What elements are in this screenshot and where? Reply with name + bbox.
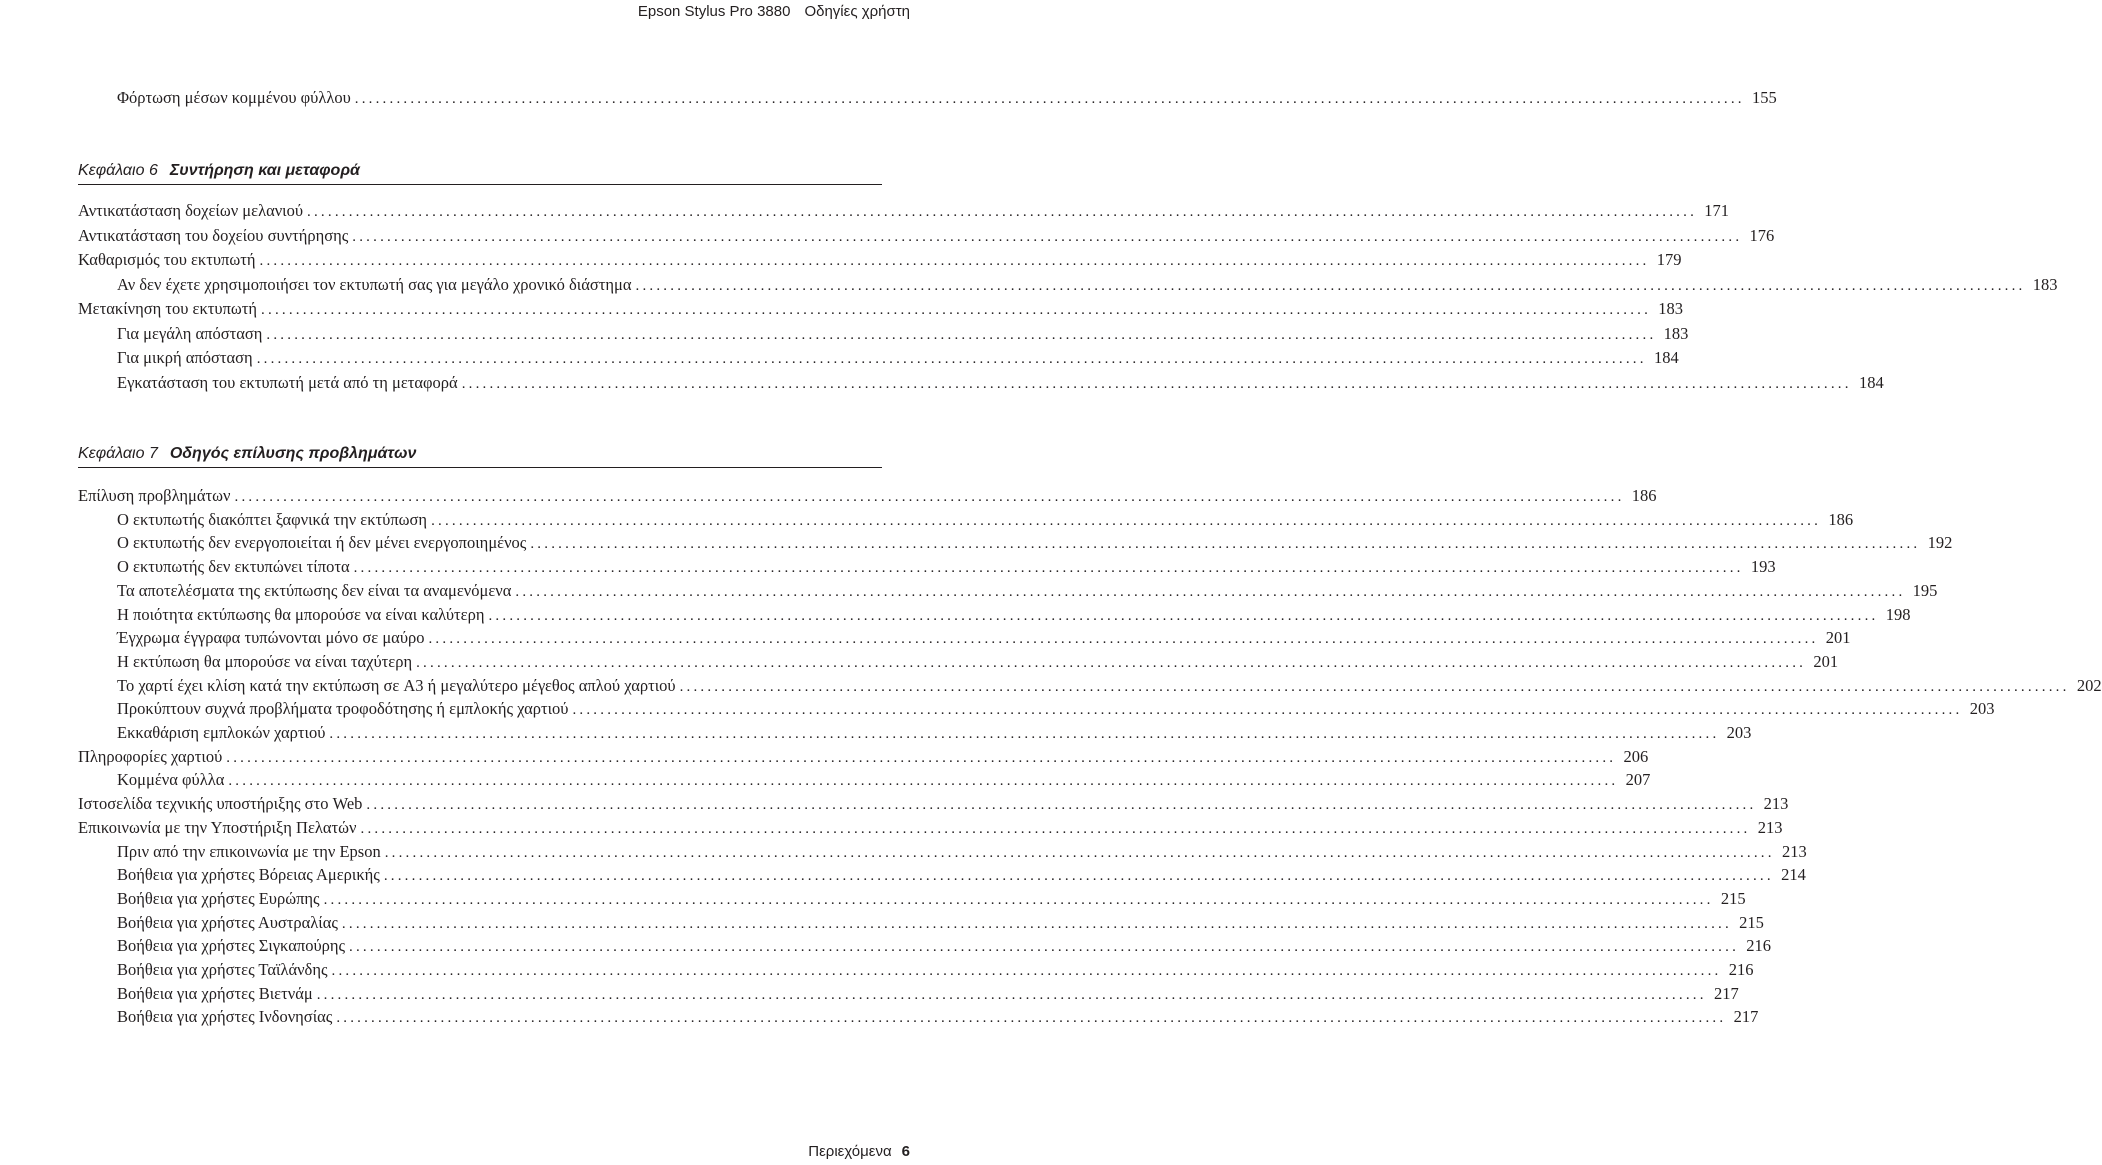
dot-leader: ........................................................................................................................................................................................................ — [354, 91, 1745, 107]
toc-entry[interactable] — [117, 768, 1651, 792]
toc-entry-page: 217 — [1713, 983, 1739, 1003]
footer-page-number: 6 — [901, 1143, 910, 1160]
toc-entry-page: 216 — [1728, 960, 1754, 979]
dot-leader: ........................................................................................................................................................................................................ — [384, 844, 1775, 861]
dot-leader: ........................................................................................................................................................................................................ — [329, 726, 1720, 742]
toc-entry-page: 195 — [1912, 580, 1938, 600]
dot-leader: ........................................................................................................................................................................................................ — [515, 583, 1906, 600]
toc-entry[interactable] — [117, 626, 1851, 650]
toc-entry-title: Τα αποτελέσματα της εκτύπωσης δεν είναι τα αναμενόμενα — [117, 580, 512, 600]
toc-entry-title: Η ποιότητα εκτύπωσης θα μπορούσε να είναι καλύτερη — [117, 604, 485, 624]
toc-entry-page: 176 — [1749, 225, 1775, 245]
dot-leader: ........................................................................................................................................................................................................ — [572, 702, 1963, 719]
toc-entry[interactable] — [117, 371, 1884, 395]
toc-entry[interactable] — [78, 816, 1783, 840]
toc-entry-page: 186 — [1828, 509, 1854, 529]
toc-entry[interactable] — [117, 1005, 1759, 1029]
chapter-7-title: Οδηγός επίλυσης προβλημάτων — [169, 445, 417, 462]
page-header — [0, 0, 910, 24]
footer-section: Περιεχόμενα — [808, 1143, 892, 1160]
toc-entry-title: Βοήθεια για χρήστες Βιετνάμ — [117, 983, 313, 1003]
toc-entry-page: 155 — [1752, 88, 1777, 107]
toc-entry-title: Βοήθεια για χρήστες Ταϊλάνδης — [117, 960, 328, 979]
toc-entry-page: 183 — [1663, 323, 1689, 343]
toc-entry-title: Ο εκτυπωτής δεν εκτυπώνει τίποτα — [117, 557, 350, 577]
toc-entry-page: 203 — [1969, 699, 1995, 719]
toc-entry-page: 216 — [1746, 936, 1772, 956]
dot-leader: ........................................................................................................................................................................................................ — [530, 536, 1921, 553]
dot-leader: ........................................................................................................................................................................................................ — [461, 375, 1852, 392]
guide-title: Οδηγίες χρήστη — [804, 3, 910, 20]
toc-entry-page: 213 — [1781, 841, 1807, 861]
toc-entry-page: 201 — [1825, 628, 1851, 648]
toc-entry-title: Επικοινωνία με την Υποστήριξη Πελατών — [78, 817, 357, 837]
toc-entry-title: Εκκαθάριση εμπλοκών χαρτιού — [117, 723, 326, 742]
toc-entry-page: 193 — [1750, 557, 1776, 577]
toc-entry-title: Το χαρτί έχει κλίση κατά την εκτύπωση σε A3 ή μεγαλύτερο μέγεθος απλού χαρτιού — [117, 675, 676, 695]
toc-entry[interactable] — [117, 322, 1689, 346]
toc-entry-title: Μετακίνηση του εκτυπωτή — [78, 299, 258, 318]
toc-entry-title: Βοήθεια για χρήστες Αυστραλίας — [117, 912, 338, 932]
toc-entry-page: 179 — [1656, 250, 1682, 269]
toc-entry[interactable] — [117, 346, 1679, 370]
toc-entry-title: Ο εκτυπωτής δεν ενεργοποιείται ή δεν μένει ενεργοποιημένος — [117, 533, 527, 553]
toc-entry[interactable] — [78, 745, 1649, 769]
dot-leader: ........................................................................................................................................................................................................ — [307, 204, 1698, 220]
toc-entry-title: Για μικρή απόσταση — [117, 348, 253, 367]
toc-entry[interactable] — [78, 484, 1657, 508]
toc-entry-page: 207 — [1625, 770, 1651, 790]
page-footer — [808, 1140, 910, 1164]
toc-entry-title: Βοήθεια για χρήστες Ινδονησίας — [117, 1007, 333, 1027]
toc-entry[interactable] — [117, 840, 1807, 864]
toc-entry-page: 215 — [1739, 912, 1764, 932]
toc-entry-page: 198 — [1885, 604, 1911, 624]
toc-entry[interactable] — [78, 297, 1684, 321]
toc-entry-page: 206 — [1623, 746, 1649, 766]
chapter-7-heading — [78, 441, 882, 468]
toc-entry-page: 192 — [1927, 533, 1953, 553]
toc-entry-title: Φόρτωση μέσων κομμένου φύλλου — [117, 88, 351, 107]
dot-leader: ........................................................................................................................................................................................................ — [259, 253, 1650, 269]
toc-entry[interactable] — [117, 721, 1752, 745]
dot-leader: ........................................................................................................................................................................................................ — [336, 1010, 1727, 1027]
dot-leader: ........................................................................................................................................................................................................ — [323, 891, 1714, 908]
toc-entry[interactable] — [117, 934, 1772, 958]
toc-entry-title: Επίλυση προβλημάτων — [78, 486, 231, 505]
toc-entry[interactable] — [78, 792, 1789, 816]
toc-entry-title: Ο εκτυπωτής διακόπτει ξαφνικά την εκτύπωση — [117, 509, 428, 529]
toc-entry-title: Η εκτύπωση θα μπορούσε να είναι ταχύτερη — [117, 651, 413, 671]
toc-entry-title: Αντικατάσταση δοχείων μελανιού — [78, 201, 304, 220]
toc-entry[interactable] — [117, 982, 1739, 1006]
dot-leader: ........................................................................................................................................................................................................ — [316, 986, 1707, 1003]
toc-entry-page: 215 — [1720, 888, 1746, 908]
toc-entry[interactable] — [117, 887, 1746, 911]
toc-entry[interactable] — [117, 555, 1776, 579]
dot-leader: ........................................................................................................................................................................................................ — [226, 749, 1617, 766]
toc-entry-page: 183 — [1658, 299, 1684, 318]
dot-leader: ........................................................................................................................................................................................................ — [353, 560, 1744, 577]
toc-entry-page: 184 — [1858, 372, 1884, 392]
chapter-7-label: Κεφάλαιο 7 — [78, 445, 158, 462]
toc-entry-page: 213 — [1763, 794, 1789, 814]
toc-entry-title: Πριν από την επικοινωνία με την Epson — [117, 841, 381, 861]
dot-leader: ........................................................................................................................................................................................................ — [234, 489, 1625, 505]
toc-entry-title: Κομμένα φύλλα — [117, 770, 225, 790]
toc-entry-title: Βοήθεια για χρήστες Βόρειας Αμερικής — [117, 865, 380, 885]
dot-leader: ........................................................................................................................................................................................................ — [679, 678, 2070, 695]
toc-entry-page: 203 — [1726, 723, 1752, 742]
toc-entry-title: Βοήθεια για χρήστες Ευρώπης — [117, 888, 320, 908]
dot-leader: ........................................................................................................................................................................................................ — [228, 773, 1619, 790]
toc-entry-page: 171 — [1704, 201, 1730, 220]
toc-entry[interactable] — [117, 531, 1953, 555]
toc-entry-page: 213 — [1757, 817, 1783, 837]
toc-entry-page: 202 — [2076, 675, 2102, 695]
dot-leader: ........................................................................................................................................................................................................ — [261, 302, 1652, 318]
dot-leader: ........................................................................................................................................................................................................ — [256, 351, 1647, 367]
toc-entry[interactable] — [117, 579, 1938, 603]
toc-entry[interactable] — [117, 273, 2058, 297]
dot-leader: ........................................................................................................................................................................................................ — [635, 277, 2026, 294]
toc-entry-title: Βοήθεια για χρήστες Σιγκαπούρης — [117, 936, 346, 956]
dot-leader: ........................................................................................................................................................................................................ — [428, 631, 1819, 648]
toc-entry[interactable] — [78, 248, 1682, 272]
toc-entry[interactable] — [78, 224, 1775, 248]
toc-entry-page: 186 — [1631, 486, 1657, 505]
toc-entry[interactable] — [117, 650, 1839, 674]
dot-leader: ........................................................................................................................................................................................................ — [488, 607, 1879, 624]
toc-entry[interactable] — [117, 674, 2102, 698]
toc-entry[interactable] — [117, 958, 1754, 982]
toc-entry-title: Ιστοσελίδα τεχνικής υποστήριξης στο Web — [78, 794, 363, 814]
toc-entry[interactable] — [117, 697, 1995, 721]
dot-leader: ........................................................................................................................................................................................................ — [331, 963, 1722, 979]
dot-leader: ........................................................................................................................................................................................................ — [349, 939, 1740, 956]
dot-leader: ........................................................................................................................................................................................................ — [352, 228, 1743, 245]
dot-leader: ........................................................................................................................................................................................................ — [416, 654, 1807, 671]
toc-entry-page: 184 — [1653, 348, 1679, 367]
toc-entry-title: Καθαρισμός του εκτυπωτή — [78, 250, 256, 269]
toc-entry[interactable] — [117, 863, 1806, 887]
toc-entry-page: 201 — [1813, 651, 1839, 671]
dot-leader: ........................................................................................................................................................................................................ — [266, 326, 1657, 343]
product-name: Epson Stylus Pro 3880 — [637, 3, 791, 20]
toc-entry-page: 214 — [1781, 865, 1806, 885]
chapter-6-heading — [78, 158, 882, 185]
toc-entry-title: Αν δεν έχετε χρησιμοποιήσει τον εκτυπωτή σας για μεγάλο χρονικό διάστημα — [117, 274, 632, 294]
toc-entry[interactable] — [117, 508, 1854, 532]
dot-leader: ........................................................................................................................................................................................................ — [383, 868, 1774, 885]
toc-entry[interactable] — [117, 911, 1764, 935]
chapter-6-title: Συντήρηση και μεταφορά — [169, 162, 360, 179]
toc-entry-title: Αντικατάσταση του δοχείου συντήρησης — [78, 225, 349, 245]
chapter-6-label: Κεφάλαιο 6 — [78, 162, 158, 179]
toc-entry-page: 217 — [1733, 1007, 1759, 1027]
toc-entry-title: Για μεγάλη απόσταση — [117, 323, 263, 343]
toc-entry-title: Προκύπτουν συχνά προβλήματα τροφοδότησης ή εμπλοκής χαρτιού — [117, 699, 569, 719]
toc-entry-title: Έγχρωμα έγγραφα τυπώνονται μόνο σε μαύρο — [117, 628, 425, 648]
toc-entry-title: Πληροφορίες χαρτιού — [78, 746, 223, 766]
toc-entry[interactable] — [78, 199, 1730, 223]
dot-leader: ........................................................................................................................................................................................................ — [341, 915, 1732, 932]
dot-leader: ........................................................................................................................................................................................................ — [360, 820, 1751, 837]
toc-entry[interactable] — [117, 603, 1911, 627]
dot-leader: ........................................................................................................................................................................................................ — [431, 512, 1822, 529]
dot-leader: ........................................................................................................................................................................................................ — [366, 797, 1757, 814]
toc-entry-page: 183 — [2032, 274, 2058, 294]
toc-entry[interactable] — [117, 86, 1777, 110]
toc-entry-title: Εγκατάσταση του εκτυπωτή μετά από τη μεταφορά — [117, 372, 458, 392]
